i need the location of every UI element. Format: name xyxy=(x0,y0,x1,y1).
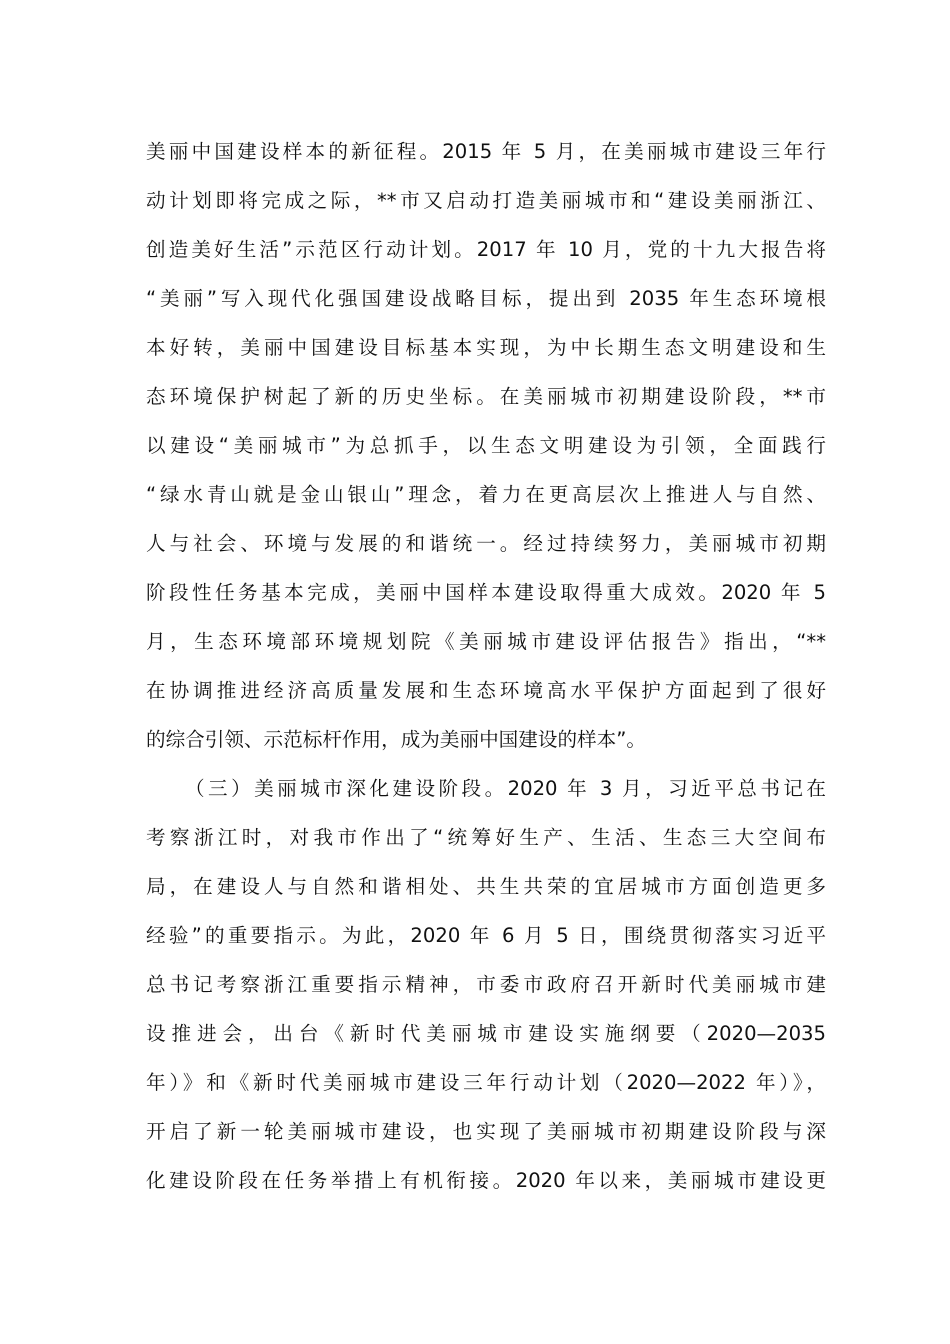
text-line: 本好转，美丽中国建设目标基本实现，为中长期生态文明建设和生 xyxy=(146,336,826,359)
text-line: 美丽中国建设样本的新征程。2015 年 5 月，在美丽城市建设三年行 xyxy=(146,140,826,163)
text-line: 开启了新一轮美丽城市建设，也实现了美丽城市初期建设阶段与深 xyxy=(146,1120,826,1143)
text-line: 态环境保护树起了新的历史坐标。在美丽城市初期建设阶段，**市 xyxy=(146,385,826,408)
text-line: 在协调推进经济高质量发展和生态环境高水平保护方面起到了很好 xyxy=(146,679,826,702)
text-line: “绿水青山就是金山银山”理念，着力在更高层次上推进人与自然、 xyxy=(146,483,826,506)
text-line: 创造美好生活”示范区行动计划。2017 年 10 月，党的十九大报告将 xyxy=(146,238,826,261)
text-line: 化建设阶段在任务举措上有机衔接。2020 年以来，美丽城市建设更 xyxy=(146,1169,826,1192)
text-line: 的综合引领、示范标杆作用，成为美丽中国建设的样本”。 xyxy=(146,728,646,751)
text-line: “美丽”写入现代化强国建设战略目标，提出到 2035 年生态环境根 xyxy=(146,287,826,310)
text-line: 动计划即将完成之际，**市又启动打造美丽城市和“建设美丽浙江、 xyxy=(146,189,826,212)
text-line: 以建设“美丽城市”为总抓手，以生态文明建设为引领，全面践行 xyxy=(146,434,826,457)
text-line: 经验”的重要指示。为此，2020 年 6 月 5 日，围绕贯彻落实习近平 xyxy=(146,924,826,947)
section-heading-line: （三）美丽城市深化建设阶段。2020 年 3 月，习近平总书记在 xyxy=(185,777,826,800)
text-line: 总书记考察浙江重要指示精神，市委市政府召开新时代美丽城市建 xyxy=(146,973,826,996)
text-line: 考察浙江时，对我市作出了“统筹好生产、生活、生态三大空间布 xyxy=(146,826,826,849)
text-line: 月，生态环境部环境规划院《美丽城市建设评估报告》指出，“** xyxy=(146,630,826,653)
text-line: 年）》和《新时代美丽城市建设三年行动计划（2020—2022 年）》， xyxy=(146,1071,826,1094)
text-line: 人与社会、环境与发展的和谐统一。经过持续努力，美丽城市初期 xyxy=(146,532,826,555)
text-line: 局，在建设人与自然和谐相处、共生共荣的宜居城市方面创造更多 xyxy=(146,875,826,898)
text-line: 阶段性任务基本完成，美丽中国样本建设取得重大成效。2020 年 5 xyxy=(146,581,826,604)
text-line: 设推进会，出台《新时代美丽城市建设实施纲要（2020—2035 xyxy=(146,1022,826,1045)
